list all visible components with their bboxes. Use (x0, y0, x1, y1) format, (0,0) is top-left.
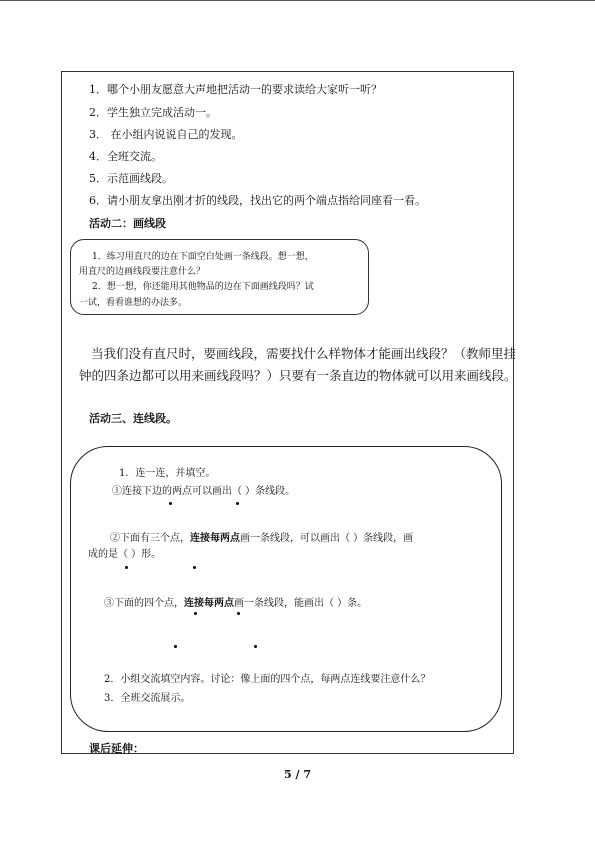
activity2-heading: 活动二：画线段 (89, 217, 166, 230)
four-point-dot-b (237, 612, 240, 615)
two-point-dot-b (236, 502, 239, 505)
question-3-prefix: ③下面的四个点， (104, 598, 184, 609)
activity2-task-line2: 用直尺的边画线段要注意什么？ (79, 267, 206, 277)
activity2-task-line3: 2．想一想，你还能用其他物品的边在下面画线段吗？试 (92, 282, 314, 292)
question-3-emphasis: 连接每两点 (184, 598, 234, 609)
four-point-dot-d (254, 645, 257, 648)
activity2-task-line1: 1．练习用直尺的边在下面空白处画一条线段。想一想， (92, 252, 314, 262)
activity3-question-3 (104, 594, 367, 609)
activity3-question-title: 1．连一连，并填空。 (119, 468, 216, 479)
page-number: 5 / 7 (284, 768, 311, 781)
step-6: 6．请小朋友拿出刚才折的线段，找出它的两个端点指给同座看一看。 (89, 194, 426, 207)
activity3-question-1: ①连接下边的两点可以画出（ ）条线段。 (112, 486, 296, 497)
three-point-dot-a (125, 566, 128, 569)
step-1: 1．哪个小朋友愿意大声地把活动一的要求读给大家听一听？ (89, 83, 382, 96)
question-2-emphasis: 连接每两点 (190, 533, 240, 544)
activity2-paragraph-line1: 当我们没有直尺时，要画线段，需要找什么样物体才能画出线段？（教师里挂 (91, 346, 517, 361)
activity3-item-3: 3．全班交流展示。 (104, 693, 191, 704)
four-point-dot-c (174, 645, 177, 648)
activity3-question-2-line2: 成的是（ ）形。 (88, 549, 162, 560)
activity3-heading: 活动三、连线段。 (89, 412, 177, 425)
two-point-dot-a (169, 502, 172, 505)
question-2-prefix: ②下面有三个点， (110, 533, 190, 544)
header-rule (0, 0, 595, 1)
step-4: 4．全班交流。 (89, 150, 162, 163)
step-3: 3． 在小组内说说自己的发现。 (89, 128, 243, 141)
activity3-question-2 (110, 529, 413, 544)
extension-heading: 课后延伸： (89, 742, 144, 755)
three-point-dot-b (193, 566, 196, 569)
activity2-task-line4: 一试，看看谁想的办法多。 (79, 298, 188, 308)
step-2: 2．学生独立完成活动一。 (89, 106, 217, 119)
four-point-dot-a (194, 612, 197, 615)
activity3-item-2: 2．小组交流填空内容。讨论：像上面的四个点，每两点连线要注意什么？ (104, 674, 431, 685)
activity2-paragraph-line2: 钟的四条边都可以用来画线段吗？）只要有一条直边的物体就可以用来画线段。 (79, 368, 517, 383)
question-2-suffix: 画一条线段，可以画出（ ）条线段，画 (240, 533, 414, 544)
question-3-suffix: 画一条线段，能画出（ ）条。 (234, 598, 368, 609)
step-5: 5．示范画线段。 (89, 172, 173, 185)
